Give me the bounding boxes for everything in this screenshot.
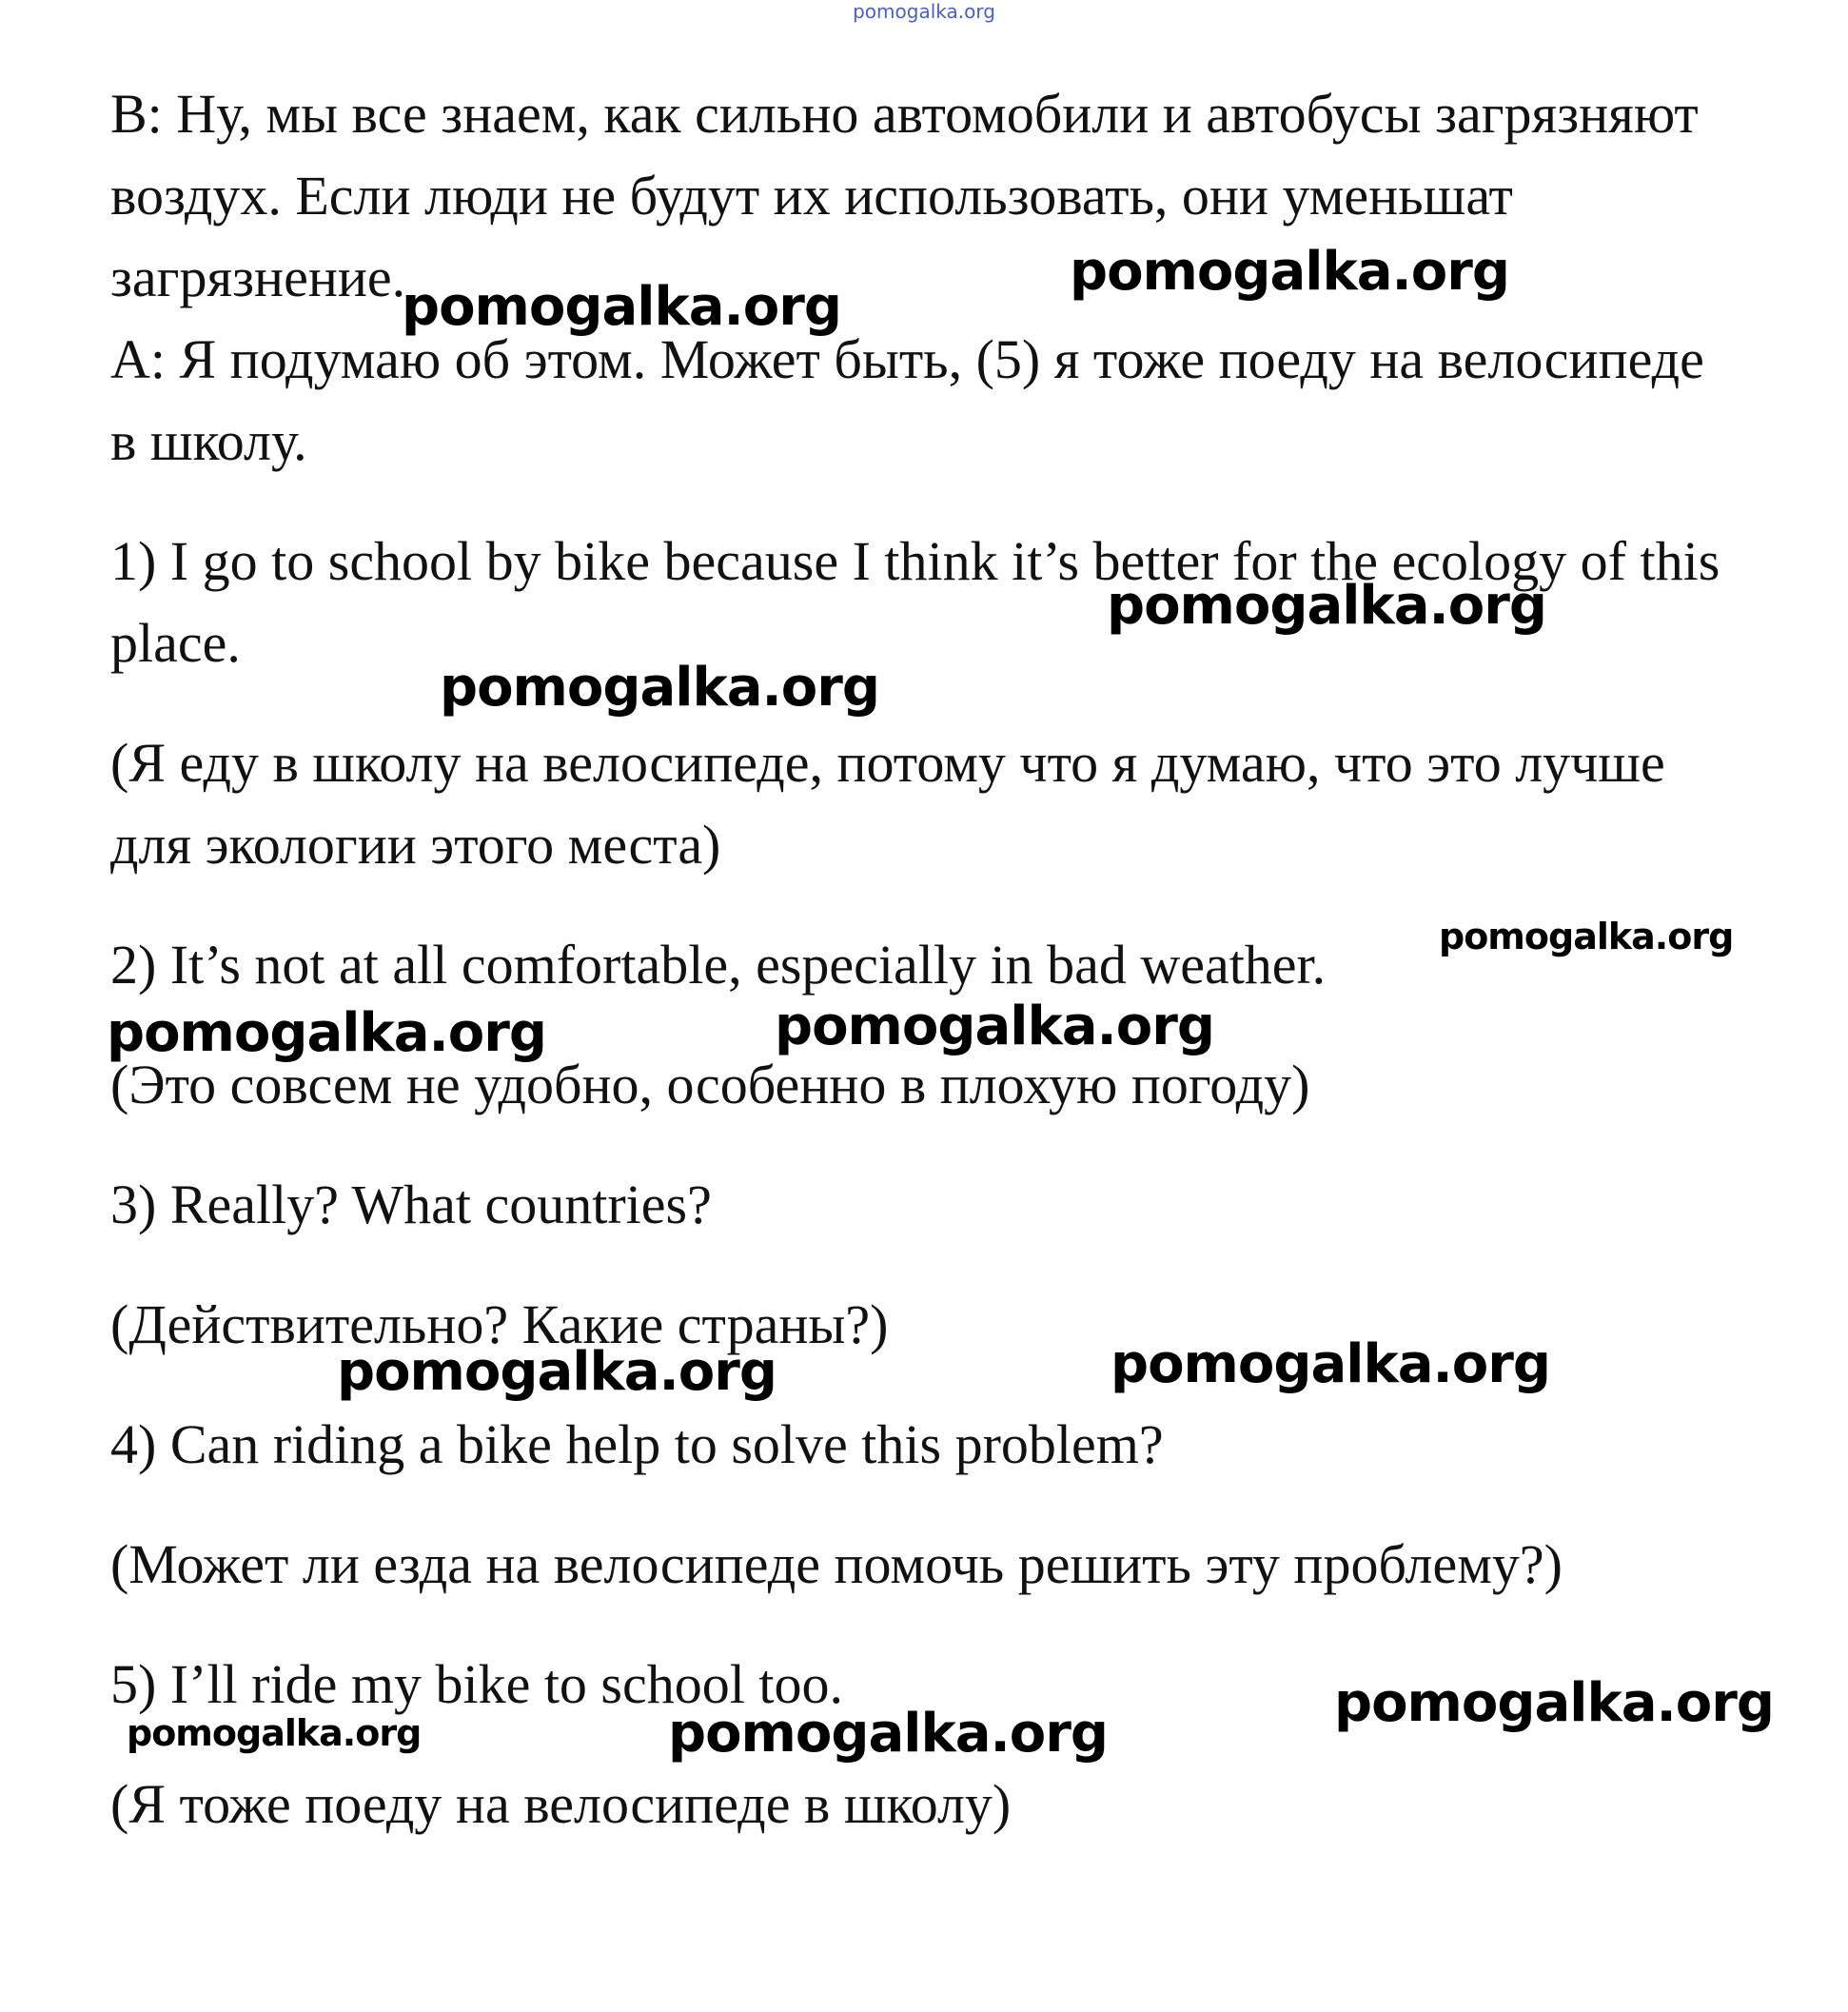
text-line: 5) I’ll ride my bike to school too.: [110, 1653, 843, 1715]
watermark: pomogalka.org: [775, 996, 1214, 1057]
watermark: pomogalka.org: [668, 1703, 1108, 1765]
watermark: pomogalka.org: [107, 1002, 546, 1064]
text-line: A: Я подумаю об этом. Может быть, (5) я тоже поеду на велосипеде: [110, 328, 1704, 390]
text-line: воздух. Если люди не будут их использовать, они уменьшат: [110, 165, 1513, 227]
text-line: в школу.: [110, 410, 307, 472]
watermark: pomogalka.org: [127, 1712, 422, 1754]
text-line: (Это совсем не удобно, особенно в плохую погоду): [110, 1054, 1310, 1115]
text-line: для экологии этого места): [110, 814, 721, 876]
watermark: pomogalka.org: [1439, 916, 1734, 957]
text-line: (Я тоже поеду на велосипеде в школу): [110, 1773, 1012, 1835]
text-line: 4) Can riding a bike help to solve this problem?: [110, 1413, 1164, 1475]
text-line: 2) It’s not at all comfortable, especially in bad weather.: [110, 934, 1327, 996]
text-line: загрязнение.: [110, 247, 406, 308]
watermark: pomogalka.org: [1107, 575, 1546, 637]
watermark: pomogalka.org: [337, 1341, 777, 1403]
top-watermark: pomogalka.org: [853, 0, 995, 23]
text-line: 3) Really? What countries?: [110, 1174, 712, 1235]
text-line: B: Ну, мы все знаем, как сильно автомобили и автобусы загрязняют: [110, 83, 1699, 145]
text-line: (Я еду в школу на велосипеде, потому что я думаю, что это лучше: [110, 732, 1665, 794]
watermark: pomogalka.org: [1070, 241, 1509, 303]
text-line: 1) I go to school by bike because I think it’s better for the ecology of this: [110, 530, 1720, 592]
watermark: pomogalka.org: [1111, 1333, 1550, 1395]
watermark: pomogalka.org: [1334, 1672, 1774, 1734]
text-line: place.: [110, 612, 241, 674]
watermark: pomogalka.org: [440, 657, 879, 719]
text-line: (Действительно? Какие страны?): [110, 1293, 889, 1355]
text-line: (Может ли езда на велосипеде помочь решить эту проблему?): [110, 1533, 1563, 1595]
watermark: pomogalka.org: [402, 276, 841, 338]
